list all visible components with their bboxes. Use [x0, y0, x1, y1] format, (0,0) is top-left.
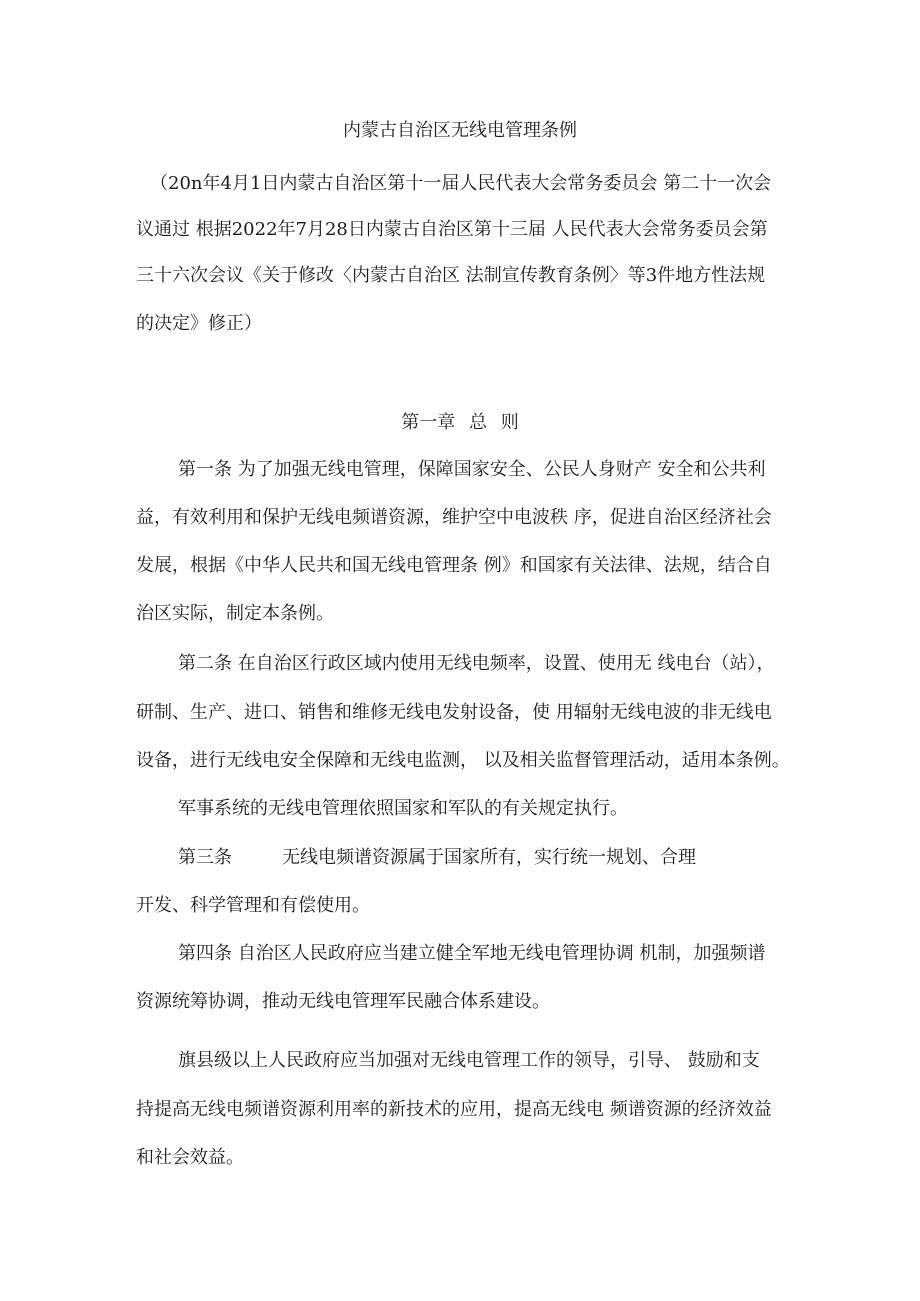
article-4-paragraph-line: 持提高无线电频谱资源利用率的新技术的应用，提高无线电 频谱资源的经济效益 — [136, 1099, 772, 1120]
article-2-line: 第二条 在自治区行政区域内使用无线电频率，设置、使用无 线电台（站）， — [178, 653, 775, 674]
article-4-line: 第四条 自治区人民政府应当建立健全军地无线电管理协调 机制，加强频谱 — [178, 943, 766, 964]
preamble-line: （20n年4月1日内蒙古自治区第十一届人民代表大会常务委员会 第二十一次会 — [150, 173, 772, 194]
article-4-line: 资源统筹协调，推动无线电管理军民融合体系建设。 — [136, 991, 550, 1012]
article-4-paragraph-line: 和社会效益。 — [136, 1147, 244, 1168]
article-2-line: 设备，进行无线电安全保障和无线电监测， 以及相关监督管理活动，适用本条例。 — [136, 750, 790, 771]
article-1-line: 第一条 为了加强无线电管理，保障国家安全、公民人身财产 安全和公共利 — [178, 459, 766, 480]
preamble-line: 议通过 根据2022年7月28日内蒙古自治区第十三届 人民代表大会常务委员会第 — [136, 219, 768, 240]
preamble-line: 的决定》修正） — [136, 313, 262, 334]
chapter-name-part: 总 — [469, 412, 487, 433]
article-3-line: 开发、科学管理和有偿使用。 — [136, 895, 370, 916]
article-2-line: 研制、生产、进口、销售和维修无线电发射设备，使 用辐射无线电波的非无线电 — [136, 702, 772, 723]
article-2-paragraph: 军事系统的无线电管理依照国家和军队的有关规定执行。 — [178, 798, 628, 819]
preamble-line: 三十六次会议《关于修改〈内蒙古自治区 法制宣传教育条例〉等3件地方性法规 — [136, 265, 766, 286]
chapter-name-part: 则 — [500, 412, 519, 433]
chapter-heading — [0, 411, 920, 435]
chapter-number: 第一章 — [401, 412, 456, 433]
article-3-label: 第三条 — [178, 847, 232, 868]
document-title: 内蒙古自治区无线电管理条例 — [343, 120, 577, 141]
article-3-line: 无线电频谱资源属于国家所有，实行统一规划、合理 — [282, 847, 696, 868]
article-4-paragraph-line: 旗县级以上人民政府应当加强对无线电管理工作的领导，引导、 鼓励和支 — [178, 1050, 760, 1071]
article-1-line: 益，有效利用和保护无线电频谱资源，维护空中电波秩 序，促进自治区经济社会 — [136, 507, 772, 528]
article-1-line: 发展，根据《中华人民共和国无线电管理条 例》和国家有关法律、法规，结合自 — [136, 555, 772, 576]
article-1-line: 治区实际，制定本条例。 — [136, 603, 334, 624]
